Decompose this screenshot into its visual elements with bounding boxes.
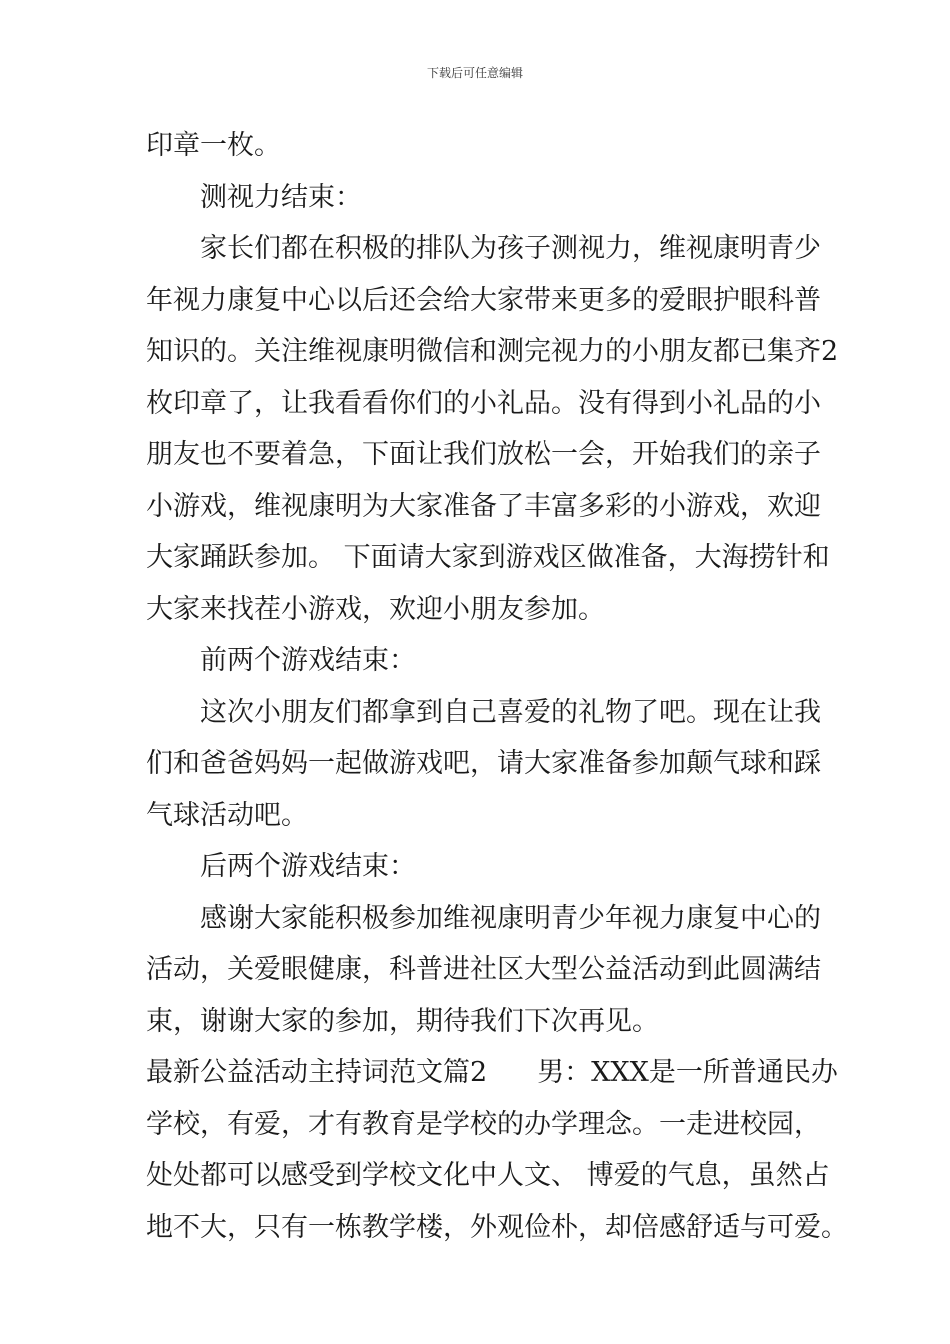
page-header: 下载后可任意编辑 [426, 66, 523, 80]
text-line: 印章一枚。 [146, 130, 281, 161]
text-line: 感谢大家能积极参加维视康明青少年视力康复中心的 [200, 902, 821, 934]
text-line: 处处都可以感受到学校文化中人文、 博爱的气息，虽然占 [146, 1160, 830, 1191]
text-line: 男：XXX是一所普通民办 [537, 1057, 838, 1088]
text-line: 家长们都在积极的排队为孩子测视力，维视康明青少 [200, 233, 821, 264]
text-line: 大家来找茬小游戏，欢迎小朋友参加。 [146, 593, 605, 625]
text-line: 束，谢谢大家的参加，期待我们下次再见。 [146, 1005, 659, 1037]
text-line: 年视力康复中心以后还会给大家带来更多的爱眼护眼科普 [146, 284, 821, 316]
article-title-line [146, 1047, 838, 1099]
text-line: 小游戏，维视康明为大家准备了丰富多彩的小游戏，欢迎 [146, 490, 821, 522]
text-line: 学校，有爱，才有教育是学校的办学理念。一走进校园， [146, 1108, 821, 1140]
text-line: 活动，关爱眼健康，科普进社区大型公益活动到此圆满结 [146, 954, 821, 985]
text-line: 气球活动吧。 [146, 799, 308, 831]
article-title: 最新公益活动主持词范文篇2 [146, 1057, 488, 1088]
document-body [146, 120, 848, 1253]
section-heading: 测视力结束： [200, 181, 362, 213]
text-line: 这次小朋友们都拿到自己喜爱的礼物了吧。现在让我 [200, 696, 821, 728]
text-line: 知识的。关注维视康明微信和测完视力的小朋友都已集齐2 [146, 336, 839, 367]
text-line: 朋友也不要着急，下面让我们放松一会，开始我们的亲子 [146, 439, 821, 470]
text-line: 大家踊跃参加。 下面请大家到游戏区做准备，大海捞针和 [146, 542, 830, 573]
section-heading: 前两个游戏结束： [200, 645, 416, 676]
text-line: 地不大，只有一栋教学楼，外观俭朴，却倍感舒适与可爱。 [146, 1211, 848, 1243]
text-line: 枚印章了，让我看看你们的小礼品。没有得到小礼品的小 [146, 387, 821, 419]
section-heading: 后两个游戏结束： [200, 851, 416, 882]
text-line: 们和爸爸妈妈一起做游戏吧，请大家准备参加颠气球和踩 [146, 748, 821, 779]
